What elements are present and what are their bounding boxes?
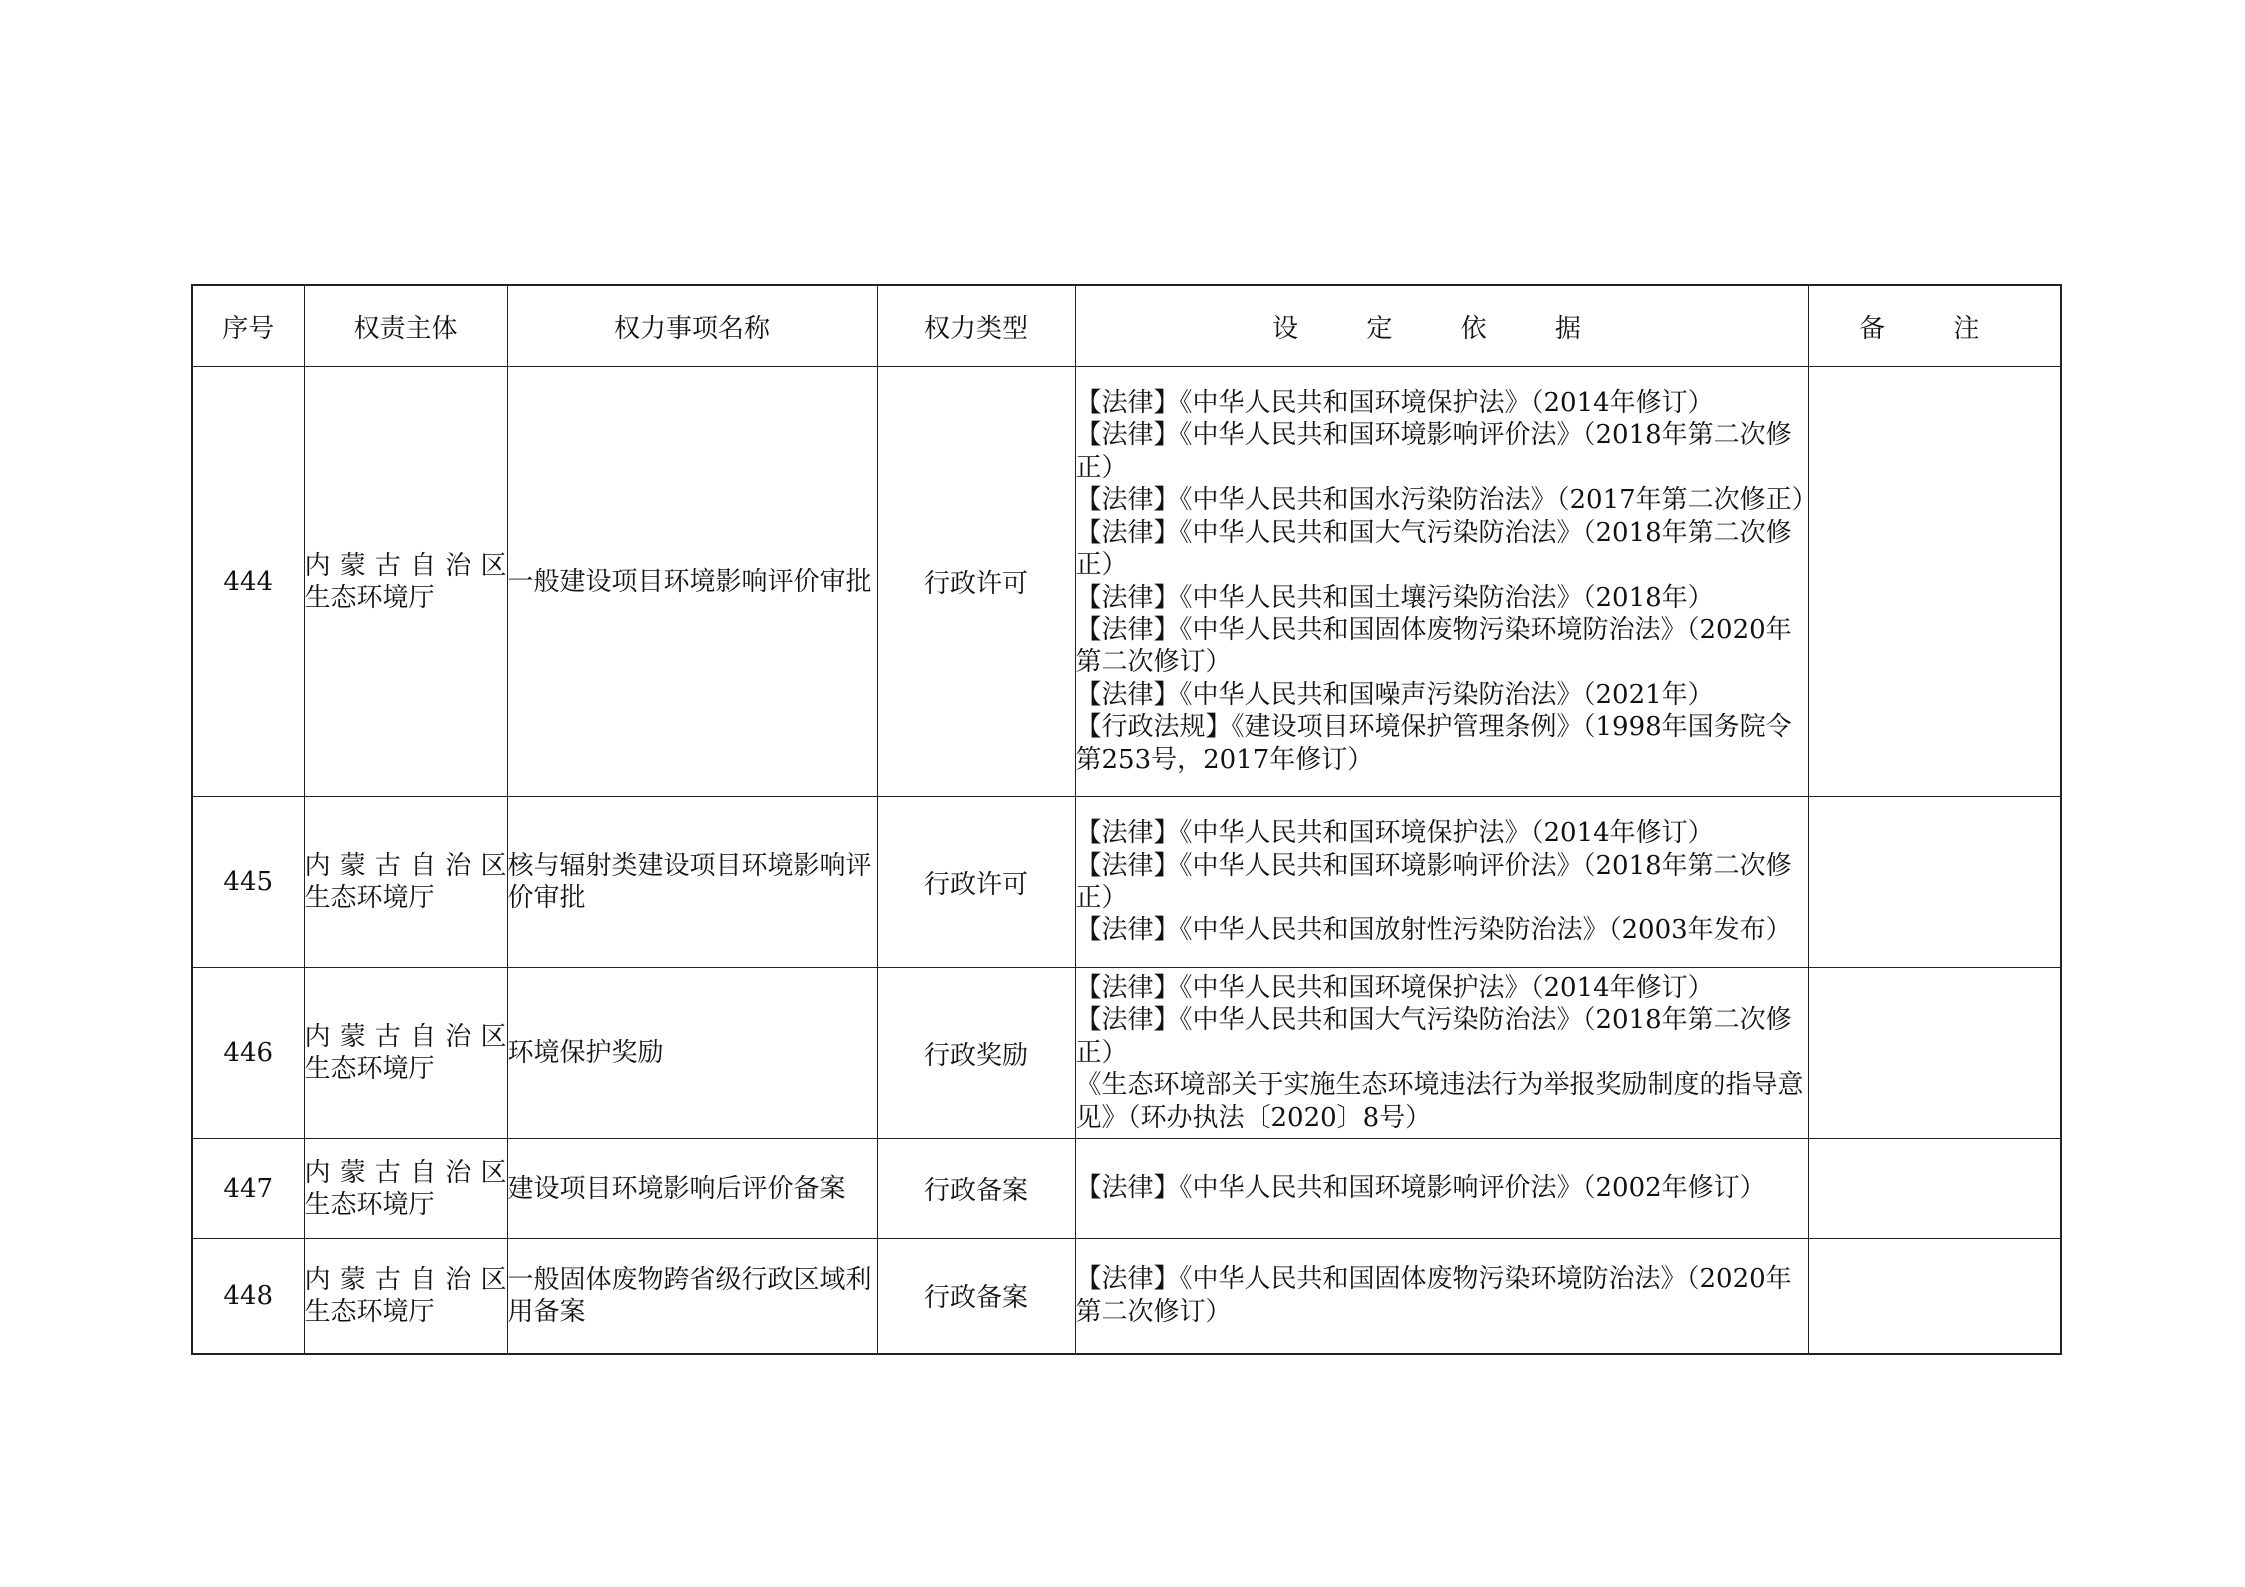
row-name: 一般建设项目环境影响评价审批 [507,367,877,797]
header-type: 权力类型 [877,285,1075,367]
power-list-table [191,284,2062,1355]
table-header-row [192,285,2061,367]
row-name: 核与辐射类建设项目环境影响评价审批 [507,797,877,968]
subject-line-2: 生态环境厅 [304,582,435,613]
subject-line-1: 内蒙古自治区 [304,1022,507,1052]
basis-item: 《生态环境部关于实施生态环境违法行为举报奖励制度的指导意见》（环办执法〔2020〕8号） [1075,1070,1804,1133]
table-row [192,367,2061,797]
row-type: 行政许可 [877,367,1075,797]
row-name: 建设项目环境影响后评价备案 [507,1139,877,1239]
row-basis [1075,1139,1808,1239]
row-basis [1075,367,1818,797]
header-name: 权力事项名称 [507,285,877,367]
basis-item: 【法律】《中华人民共和国大气污染防治法》（2018年第二次修正） [1075,1005,1792,1068]
row-subject [304,1239,507,1354]
subject-line-1: 内蒙古自治区 [304,1157,507,1188]
table-row [192,1139,2061,1239]
row-type: 行政备案 [877,1139,1075,1239]
row-basis [1075,968,1808,1139]
basis-item: 【法律】《中华人民共和国固体废物污染环境防治法》（2020年第二次修订） [1075,1264,1792,1327]
basis-item: 【法律】《中华人民共和国放射性污染防治法》（2003年发布） [1075,915,1792,946]
header-seq: 序号 [192,285,304,367]
row-note [1808,1139,2061,1239]
row-note [1808,968,2061,1139]
row-name: 一般固体废物跨省级行政区域利用备案 [507,1239,877,1354]
row-seq: 445 [192,797,304,968]
row-note [1808,367,2061,797]
basis-item: 【法律】《中华人民共和国水污染防治法》（2017年第二次修正） [1075,485,1818,516]
row-note [1808,1239,2061,1354]
basis-item: 【行政法规】《建设项目环境保护管理条例》（1998年国务院令第253号，2017年修订） [1075,712,1792,775]
table-row [192,1239,2061,1354]
header-subject: 权责主体 [304,285,507,367]
row-seq: 446 [192,968,304,1139]
row-type: 行政许可 [877,797,1075,968]
subject-line-2: 生态环境厅 [304,883,435,913]
row-basis [1075,797,1808,968]
table-row [192,968,2061,1139]
subject-line-1: 内蒙古自治区 [304,1264,507,1295]
row-type: 行政奖励 [877,968,1075,1139]
basis-item: 【法律】《中华人民共和国环境影响评价法》（2002年修订） [1075,1173,1766,1204]
subject-line-1: 内蒙古自治区 [304,550,507,581]
subject-line-1: 内蒙古自治区 [304,851,507,881]
row-subject [304,1139,507,1239]
basis-item: 【法律】《中华人民共和国噪声污染防治法》（2021年） [1075,679,1714,710]
subject-line-2: 生态环境厅 [304,1296,435,1327]
header-note: 备 注 [1808,285,2061,367]
basis-item: 【法律】《中华人民共和国固体废物污染环境防治法》（2020年第二次修订） [1075,614,1792,678]
basis-item: 【法律】《中华人民共和国环境影响评价法》（2018年第二次修正） [1075,850,1792,913]
row-name: 环境保护奖励 [507,968,877,1139]
table-row [192,797,2061,968]
header-basis: 设 定 依 据 [1075,285,1808,367]
row-seq: 448 [192,1239,304,1354]
row-note [1808,797,2061,968]
row-subject [304,797,507,968]
subject-line-2: 生态环境厅 [304,1054,435,1084]
row-subject [304,367,507,797]
basis-item: 【法律】《中华人民共和国环境保护法》（2014年修订） [1075,388,1714,419]
basis-item: 【法律】《中华人民共和国环境影响评价法》（2018年第二次修正） [1075,420,1792,483]
row-seq: 444 [192,367,304,797]
row-seq: 447 [192,1139,304,1239]
basis-item: 【法律】《中华人民共和国土壤污染防治法》（2018年） [1075,582,1714,613]
subject-line-2: 生态环境厅 [304,1189,435,1220]
basis-item: 【法律】《中华人民共和国环境保护法》（2014年修订） [1075,818,1714,849]
row-type: 行政备案 [877,1239,1075,1354]
row-subject [304,968,507,1139]
basis-item: 【法律】《中华人民共和国大气污染防治法》（2018年第二次修正） [1075,517,1792,581]
basis-item: 【法律】《中华人民共和国环境保护法》（2014年修订） [1075,972,1714,1003]
row-basis [1075,1239,1808,1354]
